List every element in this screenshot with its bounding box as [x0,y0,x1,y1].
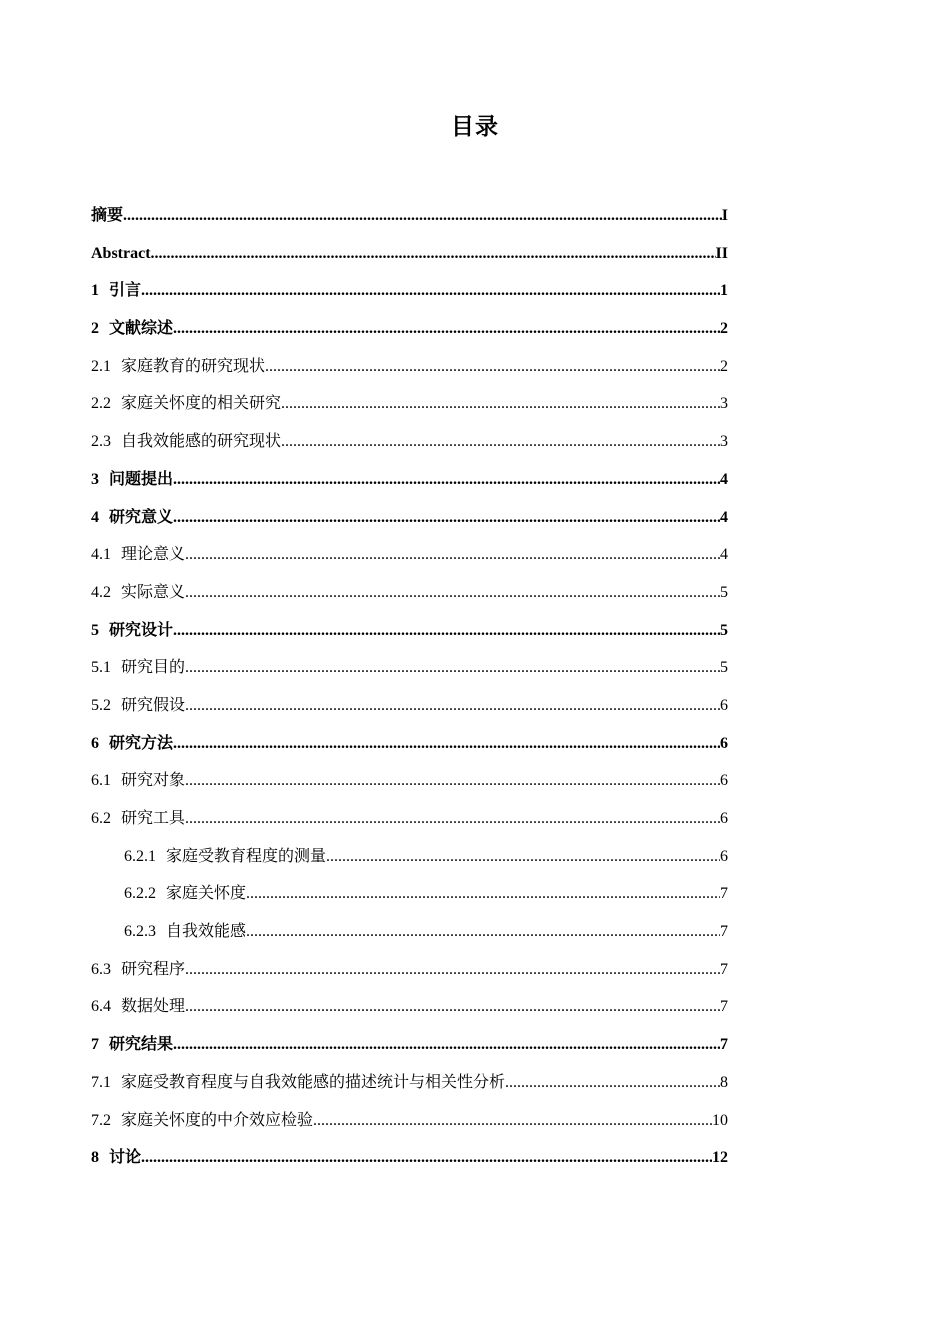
dot-leader [265,348,720,386]
toc-entry[interactable] [91,838,728,876]
toc-entry-title: 家庭关怀度 [166,885,247,903]
toc-entry-page-number: 4 [720,508,728,526]
toc-entry-number: 2.2 [91,395,111,413]
toc-entry-title: 实际意义 [121,583,186,601]
toc-entry-title: 讨论 [109,1149,142,1167]
toc-entry[interactable] [91,1064,728,1102]
toc-entry-title: 引言 [109,282,142,300]
toc-entry-title: 研究目的 [121,659,186,677]
dot-leader [151,235,716,273]
toc-entry-title: 问题提出 [109,470,174,488]
table-of-contents [91,197,728,1177]
dot-leader [173,612,720,650]
toc-entry[interactable] [91,687,728,725]
toc-entry[interactable] [91,762,728,800]
dot-leader [173,725,720,763]
toc-entry-number: 7.2 [91,1111,111,1129]
dot-leader [246,913,720,951]
dot-leader [141,272,720,310]
toc-entry-page-number: 6 [720,696,728,714]
toc-entry-number: 2.1 [91,357,111,375]
toc-entry-title: 研究程序 [121,960,186,978]
toc-entry[interactable] [91,272,728,310]
toc-entry[interactable] [91,235,728,273]
toc-entry[interactable] [91,612,728,650]
toc-entry-page-number: 7 [720,998,728,1016]
toc-entry[interactable] [91,1026,728,1064]
toc-entry-number: 8 [91,1149,99,1167]
dot-leader [123,197,722,235]
toc-entry-title: 家庭受教育程度的测量 [166,847,327,865]
toc-entry[interactable] [91,385,728,423]
toc-entry-number: 5.1 [91,659,111,677]
toc-entry-number: 6.2.3 [124,923,156,941]
dot-leader [185,687,720,725]
toc-entry-page-number: I [721,207,728,224]
toc-entry-number: 6.4 [91,998,111,1016]
toc-entry-number: 5 [91,621,99,639]
dot-leader [313,1102,712,1140]
toc-entry-page-number: 2 [720,357,728,375]
toc-entry-page-number: 3 [720,395,728,413]
toc-entry[interactable] [91,348,728,386]
dot-leader [173,499,720,537]
toc-entry-title: 研究设计 [109,621,174,639]
dot-leader [281,423,720,461]
toc-entry-title: 家庭教育的研究现状 [121,357,266,375]
dot-leader [505,1064,720,1102]
dot-leader [281,385,720,423]
toc-entry[interactable] [91,875,728,913]
toc-entry-page-number: 3 [720,433,728,451]
toc-entry-title: 数据处理 [121,998,186,1016]
toc-entry-number: 2.3 [91,433,111,451]
dot-leader [185,649,720,687]
toc-entry[interactable] [91,951,728,989]
toc-entry[interactable] [91,800,728,838]
toc-entry-number: 6.2.1 [124,847,156,865]
toc-entry-title: 研究假设 [121,696,186,714]
toc-entry-number: 6.2.2 [124,885,156,903]
toc-entry-page-number: 7 [720,1036,728,1054]
dot-leader [185,988,720,1026]
toc-entry-number: 4.2 [91,583,111,601]
toc-entry-title: 家庭受教育程度与自我效能感的描述统计与相关性分析 [121,1073,506,1091]
toc-entry-number: 2 [91,320,99,338]
toc-entry-page-number: 6 [720,772,728,790]
toc-entry-page-number: 7 [720,885,728,903]
toc-entry-page-number: 7 [720,960,728,978]
toc-entry-number: 4.1 [91,546,111,564]
toc-entry-title: 摘要 [91,207,124,224]
toc-entry-title: 自我效能感 [166,923,247,941]
dot-leader [173,461,720,499]
toc-entry[interactable] [91,649,728,687]
toc-entry-page-number: 4 [720,470,728,488]
toc-entry-page-number: 6 [720,734,728,752]
dot-leader [141,1139,712,1177]
toc-entry-title: 家庭关怀度的相关研究 [121,395,282,413]
toc-entry-number: 1 [91,282,99,300]
toc-entry[interactable] [91,423,728,461]
dot-leader [173,310,720,348]
dot-leader [185,951,720,989]
toc-entry-number: 7 [91,1036,99,1054]
toc-entry[interactable] [91,197,728,235]
toc-entry[interactable] [91,499,728,537]
dot-leader [185,574,720,612]
toc-entry-page-number: II [715,244,728,262]
toc-entry-page-number: 6 [720,810,728,827]
toc-entry[interactable] [91,310,728,348]
toc-entry-title: Abstract [91,244,151,262]
toc-entry-title: 自我效能感的研究现状 [121,433,282,451]
dot-leader [185,536,720,574]
toc-entry-page-number: 2 [720,320,728,338]
toc-entry-title: 家庭关怀度的中介效应检验 [121,1111,314,1129]
toc-entry[interactable] [91,988,728,1026]
toc-entry-page-number: 10 [712,1111,728,1129]
toc-entry-number: 3 [91,470,99,488]
toc-entry-page-number: 5 [720,583,728,601]
toc-entry-title: 理论意义 [121,546,186,564]
toc-entry-title: 研究结果 [109,1036,174,1054]
toc-entry-title: 研究工具 [121,810,186,827]
toc-entry-number: 5.2 [91,696,111,714]
toc-entry[interactable] [91,536,728,574]
toc-entry[interactable] [91,725,728,763]
toc-entry[interactable] [91,461,728,499]
page-title: 目录 [451,114,499,140]
toc-entry-page-number: 1 [720,282,728,300]
toc-entry-page-number: 8 [720,1073,728,1091]
toc-entry[interactable] [91,1139,728,1177]
toc-entry-title: 研究对象 [121,772,186,790]
dot-leader [173,1026,720,1064]
toc-entry-title: 研究方法 [109,734,174,752]
toc-entry-number: 6 [91,734,99,752]
toc-entry-title: 研究意义 [109,508,174,526]
toc-entry-number: 7.1 [91,1073,111,1091]
dot-leader [185,800,720,838]
toc-entry-number: 4 [91,508,99,526]
toc-entry-number: 6.1 [91,772,111,790]
toc-entry-page-number: 6 [720,847,728,865]
dot-leader [246,875,720,913]
toc-entry[interactable] [91,1102,728,1140]
toc-entry-page-number: 5 [720,659,728,677]
dot-leader [326,838,720,876]
toc-entry-page-number: 12 [712,1149,728,1167]
toc-entry[interactable] [91,913,728,951]
toc-entry-page-number: 4 [720,546,728,564]
toc-entry-title: 文献综述 [109,320,174,338]
toc-entry-number: 6.2 [91,810,111,827]
toc-entry-number: 6.3 [91,960,111,978]
toc-entry-page-number: 7 [720,923,728,941]
dot-leader [185,762,720,800]
toc-entry-page-number: 5 [720,621,728,639]
toc-entry[interactable] [91,574,728,612]
